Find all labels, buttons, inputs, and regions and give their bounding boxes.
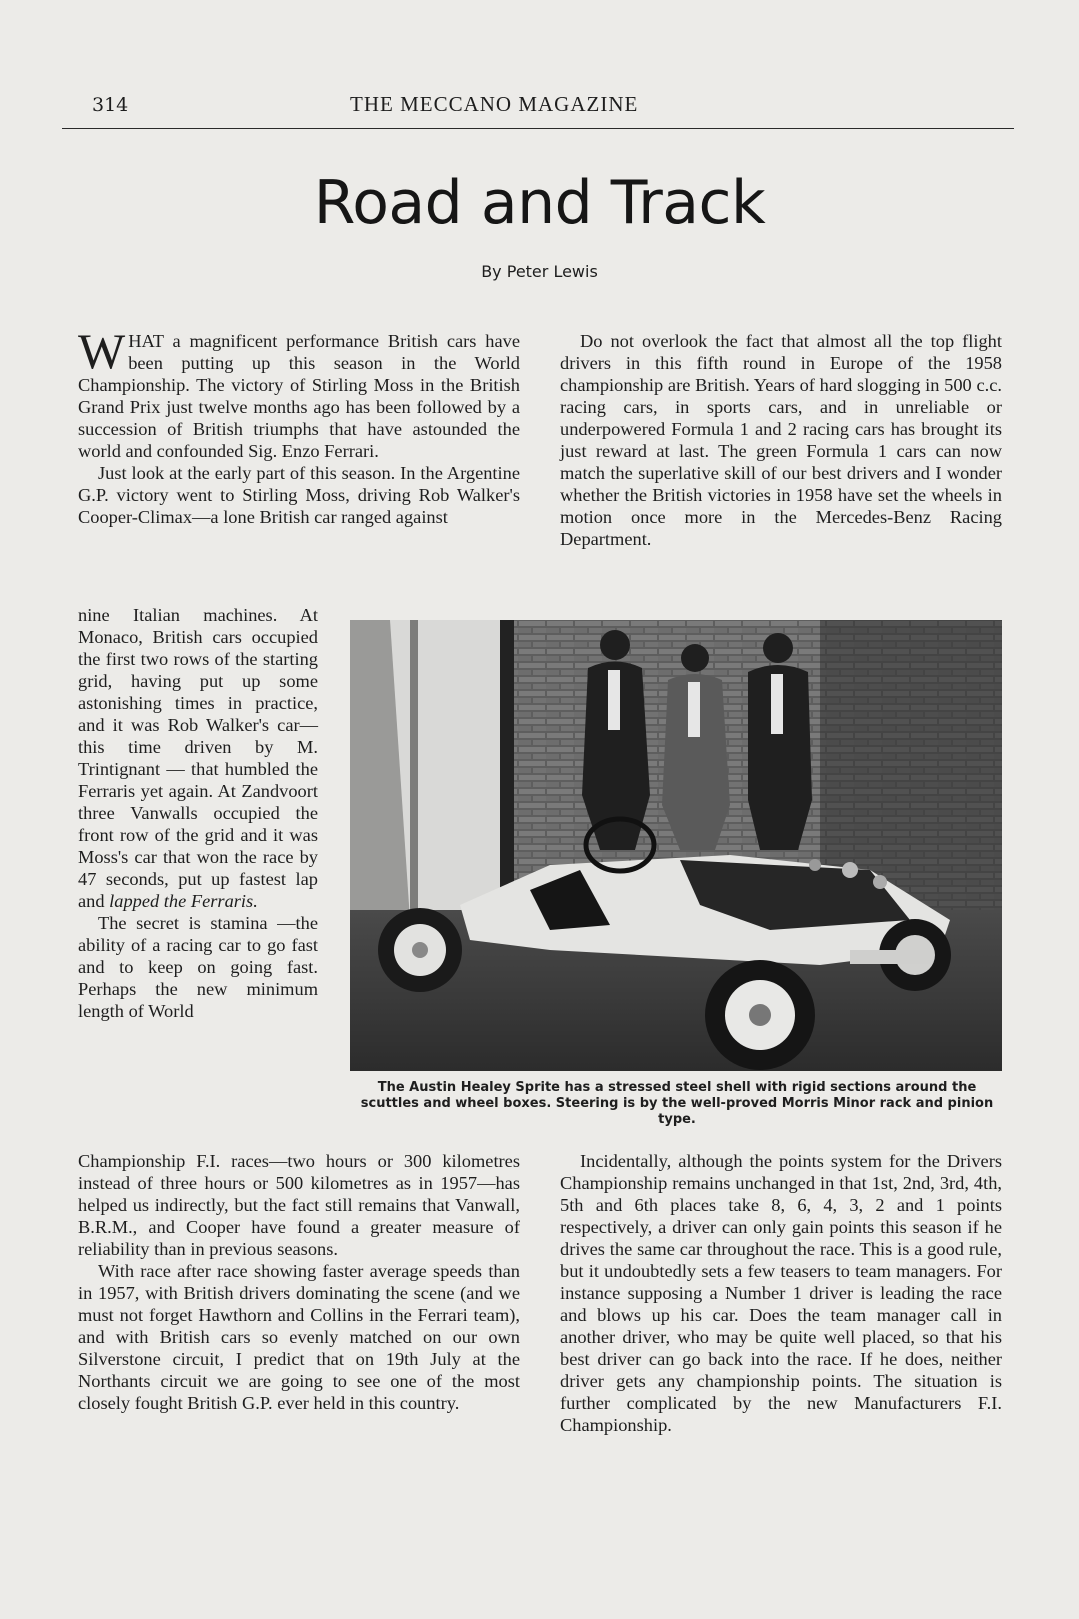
page-number: 314 <box>92 94 129 116</box>
paragraph: With race after race showing faster average speeds than in 1957, with British drivers dominating the scene (and we must not forget Hawthorn and Collins in the Ferrari team), and with British cars so evenly matched on our own Silverstone circuit, I predict that on 19th July at the Northants circuit we are going to see one of the most closely fought British G.P. ever held in this country. <box>78 1261 520 1413</box>
header-rule <box>62 128 1014 129</box>
car-photograph <box>350 620 1002 1071</box>
column-left-top <box>78 323 520 528</box>
drop-cap: W <box>78 323 126 379</box>
article-title: Road and Track <box>313 168 766 238</box>
paragraph: WHAT a magnificent performance British cars have been putting up this season in the World Championship. The victory of Stirling Moss in the British Grand Prix just twelve months ago has been followed by a succession of British triumphs that have astounded the world and confounded Sig. Enzo Ferrari. <box>78 323 520 461</box>
photo-caption: The Austin Healey Sprite has a stressed steel shell with rigid sections around the scuttles and wheel boxes. Steering is by the well-proved Morris Minor rack and pinion type. <box>360 1080 994 1127</box>
paragraph: Just look at the early part of this season. In the Argentine G.P. victory went to Stirling Moss, driving Rob Walker's Cooper-Climax—a lone British car ranged against <box>78 463 520 527</box>
paragraph: The secret is stamina —the ability of a racing car to go fast and to keep on going fast. Perhaps the new minimum length of World <box>78 913 318 1021</box>
column-right-top <box>560 330 1002 550</box>
column-left-bottom <box>78 1150 520 1414</box>
byline: By Peter Lewis <box>481 262 598 281</box>
paragraph: nine Italian machines. At Monaco, British cars occupied the first two rows of the starting grid, having put up some astonishing times in practice, and it was Rob Walker's car—this time driven by M. Trintignant — that humbled the Ferraris yet again. At Zandvoort three Vanwalls occupied the front row of the grid and it was Moss's car that won the race by 47 seconds, put up fastest lap and lapped the Ferraris. <box>78 605 318 911</box>
paragraph: Championship F.I. races—two hours or 300 kilometres instead of three hours or 500 kilometres as in 1957—has helped us indirectly, but the fact still remains that Vanwall, B.R.M., and Cooper have found a greater measure of reliability than in previous seasons. <box>78 1151 520 1259</box>
column-left-narrow <box>78 604 318 1022</box>
paragraph: Do not overlook the fact that almost all the top flight drivers in this fifth round in Europe of the 1958 championship are British. Years of hard slogging in 500 c.c. racing cars, in sports cars, and in unreliable or underpowered Formula 1 and 2 racing cars has brought its just reward at last. The green Formula 1 cars can now match the superlative skill of our best drivers and I wonder whether the British victories in 1958 have set the wheels in motion once more in the Mercedes-Benz Racing Department. <box>560 331 1002 549</box>
running-head: THE MECCANO MAGAZINE <box>350 92 639 116</box>
paragraph: Incidentally, although the points system for the Drivers Championship remains unchanged in that 1st, 2nd, 3rd, 4th, 5th and 6th places take 8, 6, 4, 3, 2 and 1 points respectively, a driver can only gain points this season if he drives the same car throughout the race. This is a good rule, but it undoubtedly sets a few teasers to team managers. For instance supposing a Number 1 driver is leading the race and blows up his car. Does the team manager call in another driver, who may be quite well placed, so that his best driver can go back into the race. If he does, neither driver gets any championship points. The situation is further complicated by the new Manufacturers F.I. Championship. <box>560 1151 1002 1435</box>
column-right-bottom <box>560 1150 1002 1436</box>
